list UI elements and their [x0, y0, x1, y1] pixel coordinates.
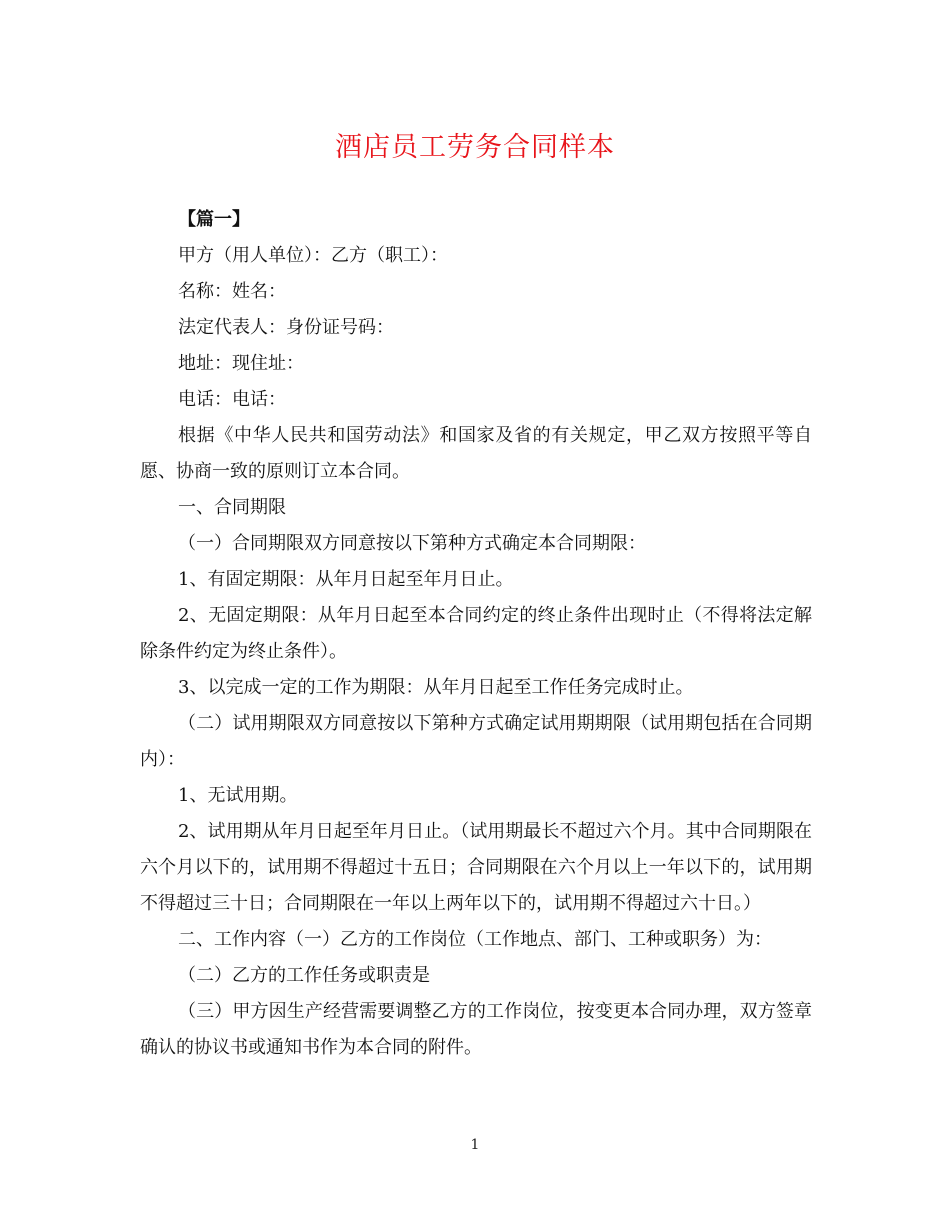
page-number: 1 — [470, 1137, 480, 1153]
representative-line: 法定代表人：身份证号码： — [178, 317, 394, 338]
phone-line: 电话：电话： — [178, 389, 286, 410]
party-line: 甲方（用人单位）：乙方（职工）： — [178, 245, 448, 266]
clause-heading-term: 一、合同期限 — [178, 497, 286, 518]
clause-paragraph: 2、无固定期限：从年月日起至本合同约定的终止条件出现时止（不得将法定解除条件约定为终止条件）。 — [140, 605, 812, 662]
address-line: 地址：现住址： — [178, 353, 304, 374]
document-title: 酒店员工劳务合同样本 — [335, 132, 615, 163]
clause-paragraph: 3、以完成一定的工作为期限：从年月日起至工作任务完成时止。 — [178, 677, 694, 698]
section-label: 【篇一】 — [178, 209, 250, 230]
name-line: 名称：姓名： — [178, 281, 286, 302]
clause-paragraph: 2、试用期从年月日起至年月日止。（试用期最长不超过六个月。其中合同期限在六个月以下的，试用期不得超过十五日；合同期限在六个月以上一年以下的，试用期不得超过三十日；合同期限在一年以上两年以下的，试用期不得超过六十日。） — [140, 821, 812, 914]
clause-paragraph: （三）甲方因生产经营需要调整乙方的工作岗位，按变更本合同办理，双方签章确认的协议书或通知书作为本合同的附件。 — [140, 1001, 812, 1058]
clause-heading-work: 二、工作内容（一）乙方的工作岗位（工作地点、部门、工种或职务）为： — [178, 929, 772, 950]
clause-paragraph: （二）乙方的工作任务或职责是 — [178, 965, 430, 986]
document-body — [140, 202, 812, 1066]
clause-paragraph: 1、有固定期限：从年月日起至年月日止。 — [178, 569, 514, 590]
clause-paragraph: 1、无试用期。 — [178, 785, 298, 806]
clause-paragraph: （一）合同期限双方同意按以下第种方式确定本合同期限： — [178, 533, 646, 554]
clause-paragraph: （二）试用期限双方同意按以下第种方式确定试用期期限（试用期包括在合同期内）： — [140, 713, 812, 770]
preamble-paragraph: 根据《中华人民共和国劳动法》和国家及省的有关规定，甲乙双方按照平等自愿、协商一致的原则订立本合同。 — [140, 425, 812, 482]
